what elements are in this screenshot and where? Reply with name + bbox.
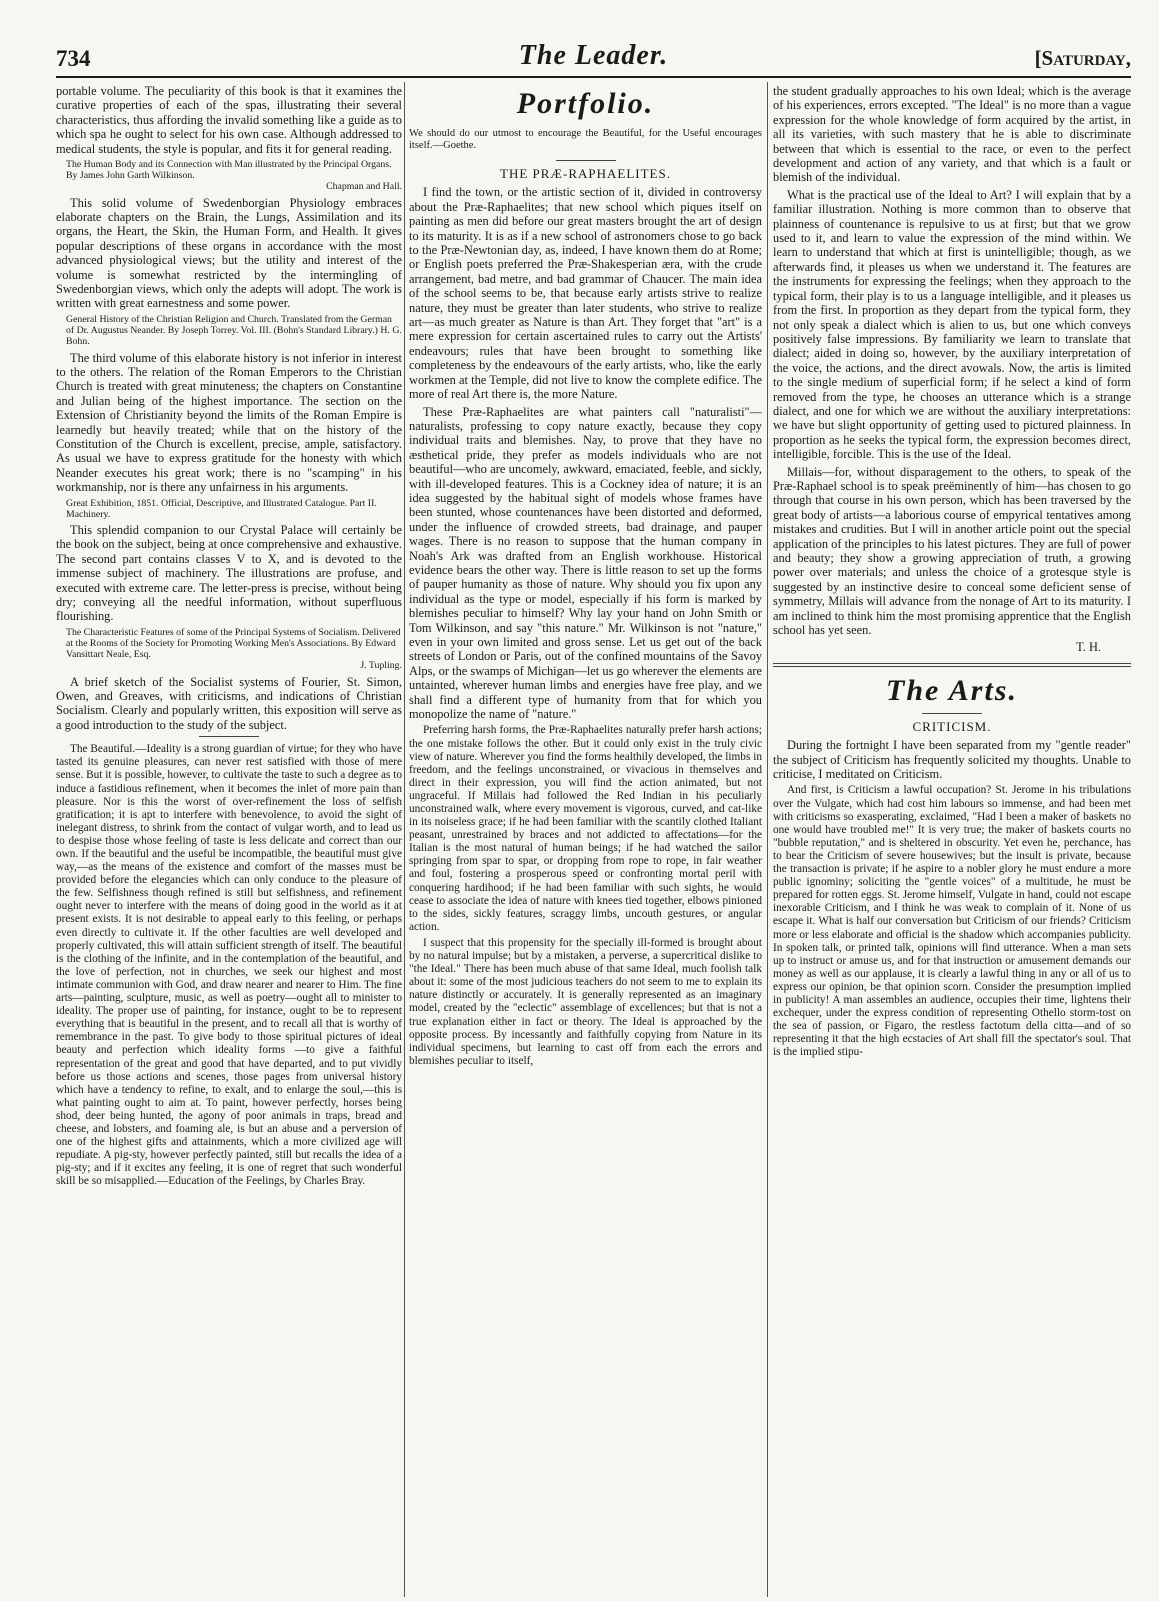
citation-publisher: Chapman and Hall. (326, 181, 402, 193)
separator-dash (922, 713, 982, 714)
header-rule (56, 76, 1131, 78)
separator-dash (556, 160, 616, 161)
review-paragraph: This splendid companion to our Crystal Palace will certainly be the book on the subject, being at once comprehensive and exhaustive. The second part contains classes V to X, and is devoted to the immense subject of machinery. The illustrations are profuse, and executed with extreme care. The letter-press is precise, without being dry; conveying all the needful information, without superfluous flourishing. (56, 522, 402, 624)
citation-publisher: J. Tupling. (360, 660, 402, 672)
article-paragraph: And first, is Criticism a lawful occupation? St. Jerome in his tribulations over the Vulgate, which had cost him labours so immense, and had been met with criticisms so exasperating, exclaimed, "Had I been a maker of baskets no one would have troubled me!" It is very true; the maker of baskets courts no "bubble reputation," and is sheltered in obscurity. Yet even he, perchance, has to bear the Criticism of severe housewives; but the insult is private, because the transaction is private; if he aspire to a nobler glory he must endure a more public ignominy; soliciting the "gentle voices" of a multitude, he must be prepared for rotten eggs. St. Jerome himself, Vulgate in hand, could not escape inexorable Criticism, and I think he was weak to complain of it. None of us escape it. What is half our conversation but Criticism of our friends? Criticism more or less elaborate and official is the shadow which accompanies publicity. In spoken talk, or printed talk, opinions will find utterance. When a man sets up to instruct or amuse us, and for that instruction or amusement demands our money as well as our applause, it is clearly a lawful thing in any or all of us to express our opinion, be that opinion scorn. Consider the presumption implied in publicity! A man assembles an audience, occupies their time, lightens their exchequer, under the express condition of representing Othello storm-tost on the sea of passion, or Figaro, the restless factotum della citta—and of so representing it that the high ecstacies of Art shall fill the spectator's soul. That is the implied stipu- (773, 784, 1131, 1059)
section-rule (773, 663, 1131, 667)
article-paragraph: the student gradually approaches to his own Ideal; which is the average of his experiences, errors excepted. "The Ideal" is no more than a vague expression for the whole knowledge of form acquired by the artist, in all its varieties, with such mastery that he is able to discriminate between that which is essential to the race, or even to the perfect development and action of any variety, and that which is a fault or blemish of the individual. (773, 84, 1131, 185)
review-paragraph: The third volume of this elaborate history is not inferior in interest to the others. The relation of the Roman Emperors to the Christian Church is treated with great minuteness; the chapters on Constantine and Julian being of the highest importance. The section on the Extension of Christianity beyond the limits of the Roman Empire is learnedly but heavily treated; while that on the history of the Constitution of the Church is excellent, precise, ample, satisfactory. As usual we have to express gratitude for the honesty with which Neander executes his great work; there is no "scamping" in his workmanship, nor is there any unfairness in his arguments. (56, 350, 402, 495)
article-paragraph: Millais—for, without disparagement to the others, to speak of the Præ-Raphael school is to speak preëminently of him—has chosen to go through that course in his own person, which has been traversed by the great body of artists—a laborious course of empyrical tentatives among mistakes and crudities. But I will in another article point out the special application of the principles to his latest pictures. They are full of power and beauty; they show a growing appreciation of truth, a growing power over materials; and unless the choice of a grotesque style is suggested by an instinctive desire to conceal some deficient sense of symmetry, Millais will advance from the nonage of Art to its maturity. I am inclined to think him the most promising apprentice that the English school has yet seen. (773, 464, 1131, 638)
review-paragraph: This solid volume of Swedenborgian Physiology embraces elaborate chapters on the Brain, the Lungs, Assimilation and its organs, the Heart, the Skin, the Human Form, and Health. It gives popular descriptions of these organs in accordance with the most advanced physiological views; but the utility and interest of the volume is somewhat restricted by the intermingling of Swedenborgian views, which only the adepts will adopt. The work is written with great earnestness and some power. (56, 195, 402, 311)
article-paragraph: I find the town, or the artistic section of it, divided in controversy about the Præ-Raphaelites; that new school which piques itself on painting as men did before our great masters brought the art of design to its maturity. It is as if a new school of astronomers chose to go back to the Præ-Newtonian day, as, indeed, I have known them do at Rome; or English poets preferred the Præ-Shakesperian æra, with the crude arrangement, bad metre, and bad grammar of Chaucer. The main idea of the school seems to be, that because early artists strive to realize nature, they must be greater than later students, who strive to realize art—as much greater as Nature is than Art. They forget that "art" is a mere expression for certain ascertained rules to carry out the Artists' endeavours; rules that have been brought to something like completeness by the endeavours of the early artists, who, like the early workmen at the Temple, did not live to know the complete edifice. The more of real Art there is, the more Nature. (409, 185, 762, 402)
article-heading: CRITICISM. (912, 718, 992, 734)
book-citation: General History of the Christian Religion and Church. Translated from the German of Dr. Augustus Neander. By Joseph Torrey. Vol. III. (Bohn's Standard Library.) H. G. Bohn. (66, 313, 402, 348)
beautiful-paragraph: The Beautiful.—Ideality is a strong guardian of virtue; for they who have tasted its genuine pleasures, can never rest satisfied with those of mere sense. But it is possible, however, to cultivate the taste to such a degree as to induce a fastidious refinement, when it becomes the inlet of more pain than pleasure. Nor is this the worst of over-refinement the loss of selfish gratification; it is apt to interfere with benevolence, to avoid the sight of inelegant distress, to shrink from the contact of vulgar worth, and to lead us to despise those whose feeling of taste is less delicate and correct than our own. If the beautiful and the useful be incompatible, the beautiful must give way,—as the means of the existence and comfort of the masses must be provided before the elegancies which can only conduce to the pleasure of the few. Selfishness though refined is still but selfishness, and refinement ought never to interfere with the means of doing good in the world as it at present exists. It is not desirable to appeal early to this feeling, or perhaps even directly to cultivate it. If the other faculties are well developed and properly cultivated, this will attain sufficient strength of itself. The beautiful is the clothing of the infinite, and in the contemplation of the beautiful, and the love of perfection, not in churches, we seek our highest and most intimate communion with God, and draw nearer and nearer to Him. The fine arts—painting, sculpture, music, as well as poetry—ought all to minister to ideality. The proper use of painting, for instance, ought to be to represent everything that is beautiful in the present, and to recall all that is worthy of remembrance in the past. To give body to those spiritual pictures of ideal beauty and perfection which ideality forms —to give a faithful representation of the great and good that have departed, and to put vividly before us those actions and scenes, those pages from universal history which have a tendency to refine, to exalt, and to enlarge the soul,—this is what painting ought to aim at. To paint, however perfectly, horses being shod, deer being hunted, the agony of poor animals in traps, bread and cheese, and lobsters, and foaming ale, is but an abuse and a perversion of one of the highest gifts and attainments, which a more civilized age will repudiate. A pig-sty, however perfectly painted, still but recalls the idea of a pig-sty; and if it excites any feeling, it is one of regret that such wonderful skill be so misapplied.—Education of the Feelings, by Charles Bray. (56, 743, 402, 1188)
arts-section-title: The Arts. (886, 673, 1018, 707)
review-paragraph: portable volume. The peculiarity of this book is that it examines the curative properties of each of the spas, illustrating their several characteristics, thus affording the invalid something like a guide as to which spa he ought to select for his own case. Although addressed to medical students, the style is popular, and fits it for general reading. (56, 84, 402, 156)
portfolio-section-title: Portfolio. (516, 87, 655, 120)
book-citation (56, 159, 402, 193)
page-header (56, 40, 1131, 74)
article-paragraph: Preferring harsh forms, the Præ-Raphaelites naturally prefer harsh actions; the one mistake follows the other. But it could only exist in the truly civic view of nature. Wherever you find the forms healthily developed, the limbs in freedom, and the feelings unconstrained, or vivacious in themselves and direct in their expression, you will find the action animated, but not ungraceful. If Millais had followed the Red Indian in his peculiarly unconstrained walk, where every movement is vigorous, curved, and cat-like in its noiseless grace; if he had been familiar with the scantily clothed Italiant peasant, unrestrained by braces and not addicted to affectations—for the Italian is the most natural of human beings; if he had watched the sailor springing from spar to spar, or dropping from rope to rope, in fair weather and foul, fostering a prosperous speed or confronting mortal peril with conquering hardihood; if he had been familiar with such sights, he would cease to associate the idea of nature with knees tied together, elbows pinioned to the sides, sickly features, scraggy limbs, uncouth gestures, or angular action. (409, 724, 762, 933)
header-day: [Saturday, (1034, 46, 1131, 70)
column-1 (56, 84, 402, 1594)
article-heading: THE PRÆ-RAPHAELITES. (500, 166, 671, 181)
review-paragraph: A brief sketch of the Socialist systems of Fourier, St. Simon, Owen, and Greaves, with criticisms, and indications of Christian Socialism. Clearly and popularly written, this exposition will serve as a good introduction to the study of the subject. (56, 674, 402, 732)
column-2 (409, 84, 762, 1594)
separator-dash (199, 736, 259, 737)
citation-text: The Human Body and its Connection with Man illustrated by the Principal Organs. By James John Garth Wilkinson. (66, 159, 392, 182)
article-paragraph: I suspect that this propensity for the specially ill-formed is brought about by no natural impulse; but by a mistaken, a perverse, a supercritical dislike to "the Ideal." There has been much abuse of that same Ideal, much foolish talk about it: some of the most judicious teachers do not seem to me to explain its nature distinctly or accurately. It is generally represented as an imaginary model, created by the "eclectic" assemblage of excellences; but that is not a true explanation either in fact or theory. The Ideal is approached by the opposite process. By incessantly and faithfully copying from Nature in its individual specimens, but learning to cast off from each the errors and blemishes peculiar to itself, (409, 936, 762, 1067)
page-number: 734 (56, 46, 91, 71)
masthead-title: The Leader. (518, 40, 669, 71)
article-paragraph: During the fortnight I have been separated from my "gentle reader" the subject of Criticism has frequently solicited my thoughts. Unable to criticise, I meditated on Criticism. (773, 738, 1131, 782)
citation-text: The Characteristic Features of some of the Principal Systems of Socialism. Delivered at the Rooms of the Society for Promoting Working Men's Associations. By Edward Vansittart Neale, Esq. (66, 626, 401, 661)
article-paragraph: What is the practical use of the Ideal to Art? I will explain that by a familiar illustration. Nothing is more common than to observe that plainness of countenance is repulsive to us at first; but that we grow used to it, and learn to value the expression of the mind within. We learn to understand that which at first is unintelligible; though, as we afterwards find, it pleases us when we understand it. The features are the instruments for expressing the feelings; when they approach to the typical form, their play is to us a language intelligible, and it pleases us from the first. In proportion as they depart from the typical form, they not only speak a dialect which is alien to us, but one which conveys positively false impressions. By familiarity we learn to translate that dialect; aided in doing so, however, by the auxiliary interpretation of the voice, the actions, and the direct avowals. Now, the artis is limited to the single medium of superficial form; if he select a kind of form removed from the type, he chooses an utterance which is a strange dialect, and one for which we are without the auxiliary interpretations: we have but slight opportunity of getting used to pictured plainness. In proportion as he seeks the typical form, the expression becomes direct, intelligible, forcible. This is the use of the Ideal. (773, 187, 1131, 462)
book-citation: Great Exhibition, 1851. Official, Descriptive, and Illustrated Catalogue. Part II. Machinery. (66, 497, 377, 520)
article-signature: T. H. (1076, 640, 1101, 655)
book-citation (56, 627, 402, 672)
portfolio-motto: We should do our utmost to encourage the Beautiful, for the Useful encourages itself.—Goethe. (409, 128, 762, 151)
column-3 (773, 84, 1131, 1594)
column-divider (767, 82, 768, 1597)
article-paragraph: These Præ-Raphaelites are what painters call "naturalisti"—naturalists, professing to copy nature exactly, because they copy individual traits and blemishes. Nay, to prove that they have no æsthetical pride, they prefer as models individuals who are not beautiful—who are uncomely, awkward, emaciated, feeble, and sickly, with ill-developed features. This is a Cockney idea of nature; it is an idea suggested by the habitual sight of models whose frames have been stunted, whose countenances have been distorted and deformed, under the influence of crowded streets, bad drainage, and pauper wages. There is no reason to suppose that the human company in Noah's Ark was drafted from an English workhouse. Historical evidence bears the other way. There is little reason to set up the forms of pauper humanity as those of nature. Why should you fix upon any individual as the type or model, especially if his form is marked by blemishes peculiar to himself? Why lay your hand on John Smith or Tom Wilkinson, and say "this nature." Mr. Wilkinson is not "nature," even in your own limited and gross sense. Let us get out of the back streets of London or Paris, out of the confined mountains of the Savoy Alps, or the swamps of Michigan—let us go wherever the elements are untainted, wherever human limbs and energies have free play, and we shall find a different type of humanity from that for which you monopolize the name of "nature." (409, 404, 762, 722)
column-divider (404, 82, 405, 1597)
